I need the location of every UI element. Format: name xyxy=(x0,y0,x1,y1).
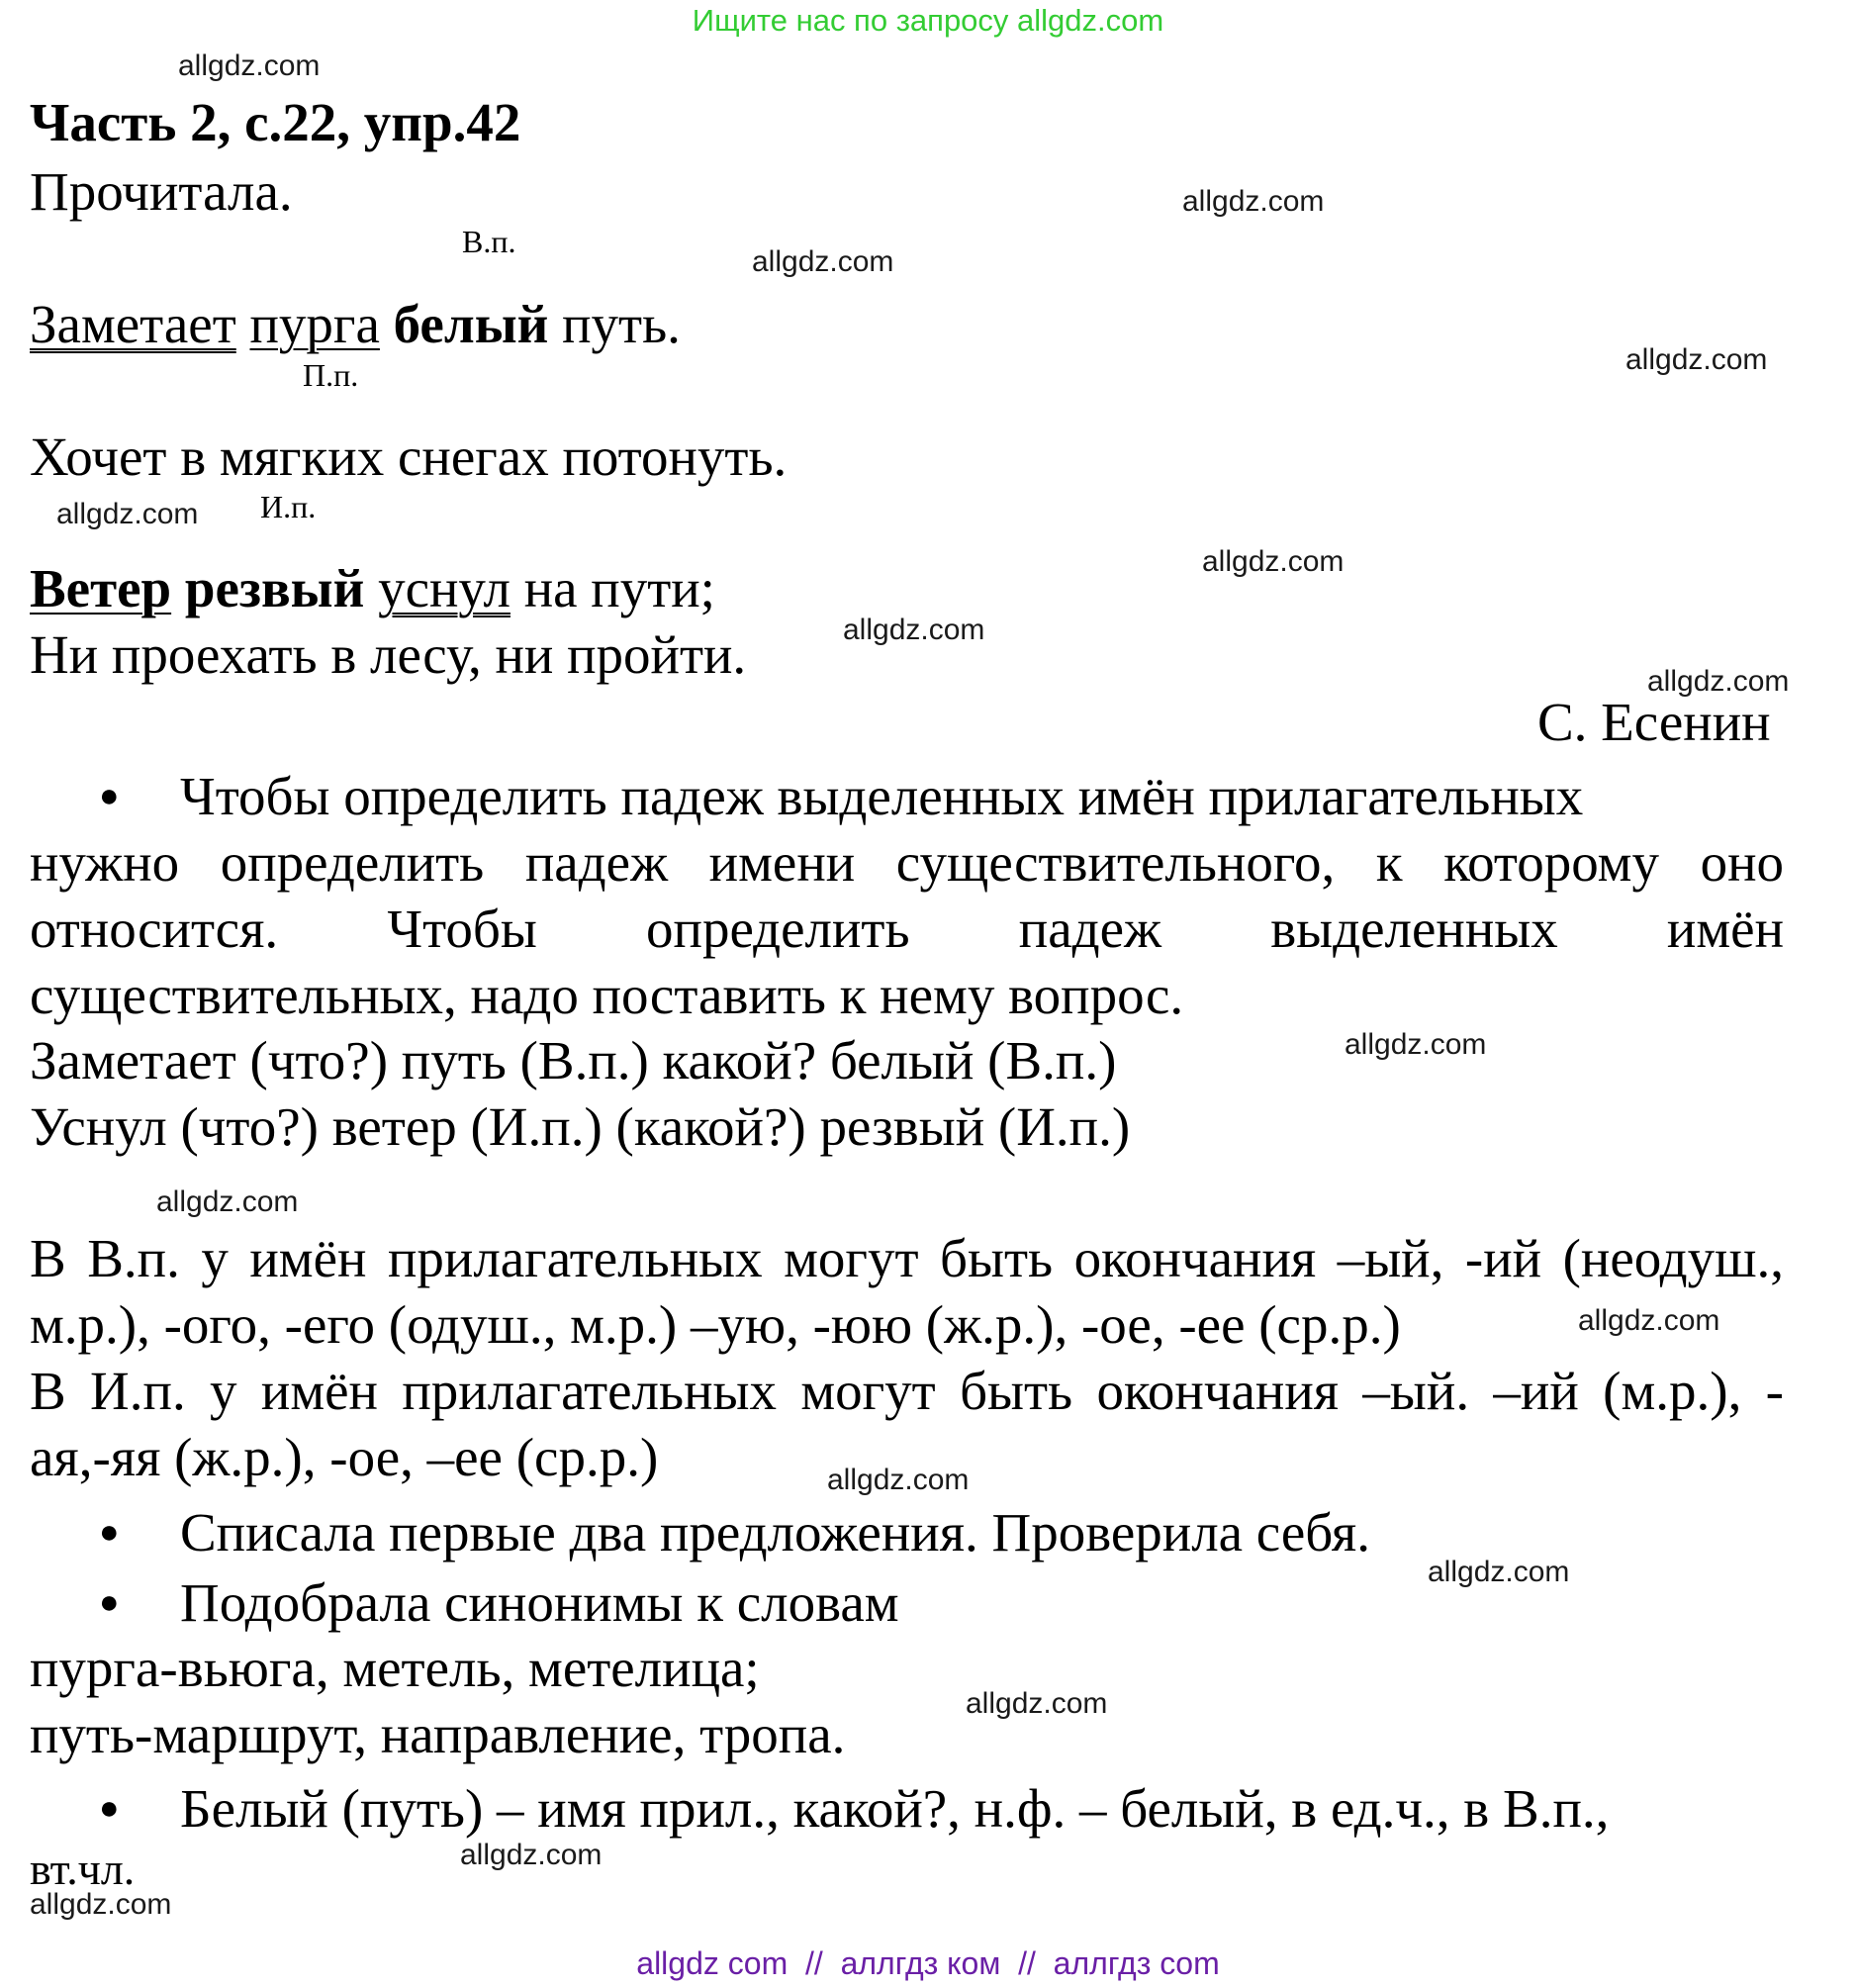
example-line: Уснул (что?) ветер (И.п.) (какой?) резвый (И.п.) xyxy=(30,1096,1131,1157)
case-tag: И.п. xyxy=(260,489,317,524)
watermark: allgdz.com xyxy=(966,1687,1108,1720)
poem-line-4: Ни проехать в лесу, ни пройти. xyxy=(30,624,747,685)
page-title: Часть 2, с.22, упр.42 xyxy=(30,92,521,152)
task-line: Подобрала синонимы к словам xyxy=(180,1572,899,1633)
bullet-icon: ● xyxy=(99,778,120,814)
subject-word: пурга xyxy=(249,294,380,354)
poem-author: С. Есенин xyxy=(1537,692,1771,752)
watermark: allgdz.com xyxy=(178,49,321,82)
bullet-icon: ● xyxy=(99,1790,120,1827)
poem-line-1 xyxy=(30,294,681,354)
poem-line-3 xyxy=(30,558,715,618)
predicate-word: Заметает xyxy=(30,294,236,354)
rule-line: В И.п. у имён прилагательных могут быть окончания –ый. –ий (м.р.), - xyxy=(30,1361,1784,1421)
adjective-word: белый xyxy=(393,294,549,354)
rule-line: м.р.), -ого, -его (одуш., м.р.) –ую, -юю (ж.р.), -ое, -ее (ср.р.) xyxy=(30,1294,1401,1355)
case-tag: В.п. xyxy=(462,224,516,259)
explanation-line: нужно определить падеж имени существительного, к которому оно xyxy=(30,832,1784,893)
top-banner: Ищите нас по запросу allgdz.com xyxy=(692,3,1164,38)
explanation-line: Чтобы определить падеж выделенных имён прилагательных xyxy=(180,766,1584,826)
watermark: allgdz.com xyxy=(1182,185,1325,218)
explanation-line: существительных, надо поставить к нему вопрос. xyxy=(30,965,1184,1025)
watermark: allgdz.com xyxy=(56,498,199,530)
synonyms-line: путь-маршрут, направление, тропа. xyxy=(30,1704,846,1764)
watermark: allgdz.com xyxy=(1625,343,1768,376)
poem-line-2: Хочет в мягких снегах потонуть. xyxy=(30,426,788,487)
watermark: allgdz.com xyxy=(460,1839,603,1871)
rule-line: В В.п. у имён прилагательных могут быть окончания –ый, -ий (неодуш., xyxy=(30,1228,1784,1288)
watermark: allgdz.com xyxy=(30,1888,172,1921)
explanation-line: относится. Чтобы определить падеж выделенных имён xyxy=(30,899,1784,959)
noun-word: путь. xyxy=(562,294,681,354)
watermark: allgdz.com xyxy=(827,1464,970,1496)
task-line: вт.чл. xyxy=(30,1844,136,1894)
watermark: allgdz.com xyxy=(1202,545,1345,578)
predicate-word: уснул xyxy=(378,558,510,618)
bullet-icon: ● xyxy=(99,1584,120,1621)
rest-words: на пути; xyxy=(523,558,715,618)
watermark: allgdz.com xyxy=(1578,1304,1720,1337)
subject-word: Ветер xyxy=(30,558,172,618)
watermark: allgdz.com xyxy=(1428,1556,1570,1588)
read-line: Прочитала. xyxy=(30,161,293,222)
adjective-word: резвый xyxy=(184,558,365,618)
rule-line: ая,-яя (ж.р.), -ое, –ее (ср.р.) xyxy=(30,1427,659,1487)
example-line: Заметает (что?) путь (В.п.) какой? белый (В.п.) xyxy=(30,1030,1117,1090)
task-line: Белый (путь) – имя прил., какой?, н.ф. – белый, в ед.ч., в В.п., xyxy=(180,1778,1610,1839)
watermark: allgdz.com xyxy=(752,245,894,278)
task-line: Списала первые два предложения. Проверила себя. xyxy=(180,1502,1370,1562)
watermark: allgdz.com xyxy=(843,614,985,646)
bottom-banner: allgdz com // аллгдз ком // аллгдз com xyxy=(636,1945,1220,1981)
watermark: allgdz.com xyxy=(1345,1028,1487,1061)
synonyms-line: пурга-вьюга, метель, метелица; xyxy=(30,1638,760,1698)
watermark: allgdz.com xyxy=(156,1185,299,1218)
case-tag: П.п. xyxy=(303,357,359,393)
watermark: allgdz.com xyxy=(1647,665,1790,698)
bullet-icon: ● xyxy=(99,1514,120,1551)
